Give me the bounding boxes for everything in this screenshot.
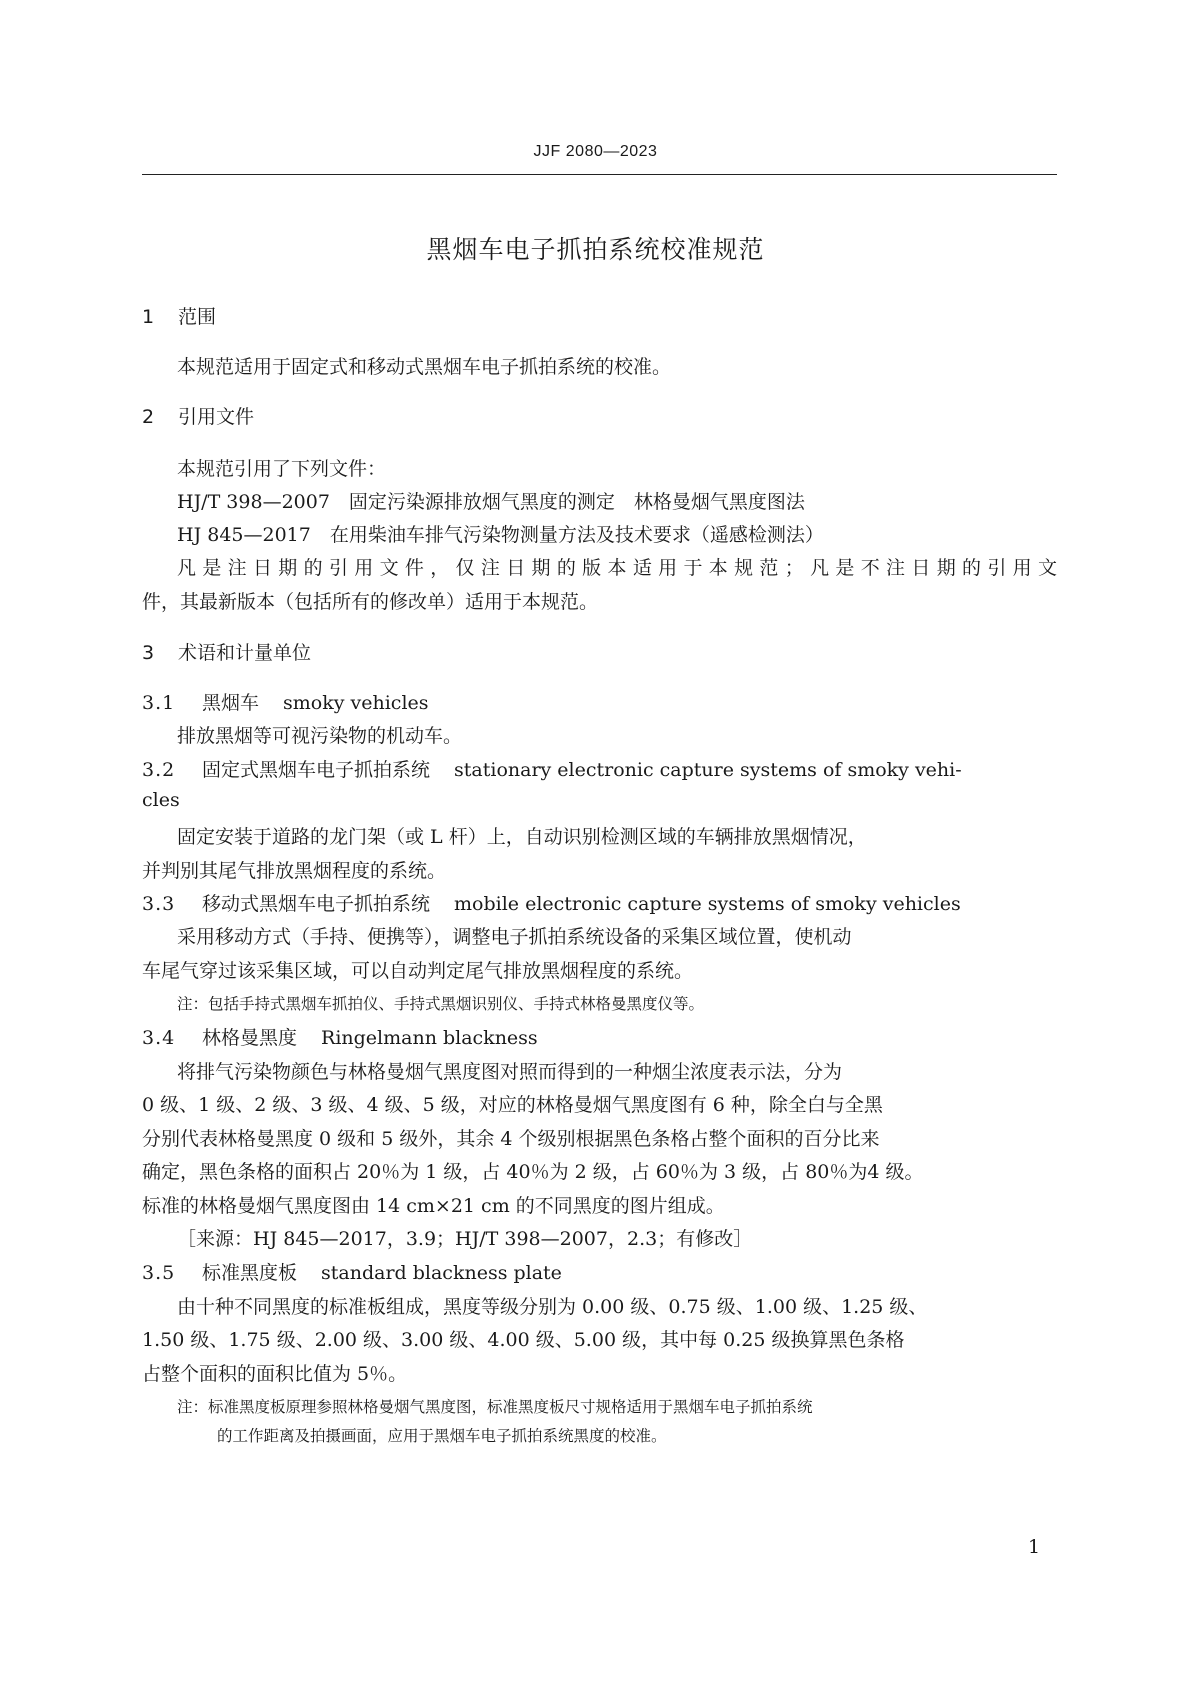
term-chinese: 移动式黑烟车电子抓拍系统 bbox=[202, 893, 431, 915]
paragraph: 本规范适用于固定式和移动式黑烟车电子抓拍系统的校准。 bbox=[177, 356, 672, 378]
term-3-3 bbox=[142, 889, 961, 916]
term-definition-line: 0 级、1 级、2 级、3 级、4 级、5 级，对应的林格曼烟气黑度图有 6 种，除全白与全黑 bbox=[142, 1094, 883, 1116]
term-source: ［来源：HJ 845—2017，3.9；HJ/T 398—2007，2.3；有修改］ bbox=[177, 1228, 753, 1250]
reference-item: HJ/T 398—2007 固定污染源排放烟气黑度的测定 林格曼烟气黑度图法 bbox=[177, 491, 805, 513]
document-code: JJF 2080—2023 bbox=[533, 143, 658, 160]
paragraph: 本规范引用了下列文件： bbox=[177, 458, 387, 480]
section-number: 2 bbox=[142, 406, 155, 428]
term-definition-line: 标准的林格曼烟气黑度图由 14 cm×21 cm 的不同黑度的图片组成。 bbox=[142, 1195, 725, 1217]
section-title: 引用文件 bbox=[178, 406, 255, 428]
term-3-4 bbox=[142, 1023, 538, 1050]
section-heading-3 bbox=[142, 638, 311, 665]
term-3-1 bbox=[142, 688, 429, 715]
term-number: 3.4 bbox=[142, 1027, 176, 1049]
term-definition-line: 车尾气穿过该采集区域，可以自动判定尾气排放黑烟程度的系统。 bbox=[142, 960, 694, 982]
term-english: stationary electronic capture systems of smoky vehi- bbox=[454, 759, 962, 781]
term-number: 3.1 bbox=[142, 692, 176, 714]
term-english: standard blackness plate bbox=[321, 1262, 562, 1284]
term-note-line: 注：标准黑度板原理参照林格曼烟气黑度图，标准黑度板尺寸规格适用于黑烟车电子抓拍系统 bbox=[177, 1398, 813, 1416]
term-definition-line: 固定安装于道路的龙门架（或 L 杆）上，自动识别检测区域的车辆排放黑烟情况， bbox=[177, 826, 867, 848]
term-chinese: 标准黑度板 bbox=[202, 1262, 298, 1284]
term-3-2 bbox=[142, 755, 962, 782]
term-english: Ringelmann blackness bbox=[321, 1027, 538, 1049]
term-3-5 bbox=[142, 1258, 562, 1285]
term-english: mobile electronic capture systems of smoky vehicles bbox=[454, 893, 961, 915]
section-number: 3 bbox=[142, 642, 155, 664]
header-rule bbox=[142, 174, 1057, 175]
term-definition-line: 将排气污染物颜色与林格曼烟气黑度图对照而得到的一种烟尘浓度表示法，分为 bbox=[177, 1061, 843, 1083]
term-number: 3.5 bbox=[142, 1262, 176, 1284]
term-definition-line: 由十种不同黑度的标准板组成，黑度等级分别为 0.00 级、0.75 级、1.00 级、1.25 级、 bbox=[177, 1296, 928, 1318]
term-english-continued: cles bbox=[142, 789, 180, 811]
reference-item: HJ 845—2017 在用柴油车排气污染物测量方法及技术要求（遥感检测法） bbox=[177, 524, 824, 546]
term-number: 3.3 bbox=[142, 893, 176, 915]
section-heading-1 bbox=[142, 302, 216, 329]
document-title: 黑烟车电子抓拍系统校准规范 bbox=[426, 235, 765, 264]
term-definition-line: 分别代表林格曼黑度 0 级和 5 级外，其余 4 个级别根据黑色条格占整个面积的百分比来 bbox=[142, 1128, 880, 1150]
term-chinese: 固定式黑烟车电子抓拍系统 bbox=[202, 759, 431, 781]
term-definition-line: 1.50 级、1.75 级、2.00 级、3.00 级、4.00 级、5.00 级，其中每 0.25 级换算黑色条格 bbox=[142, 1329, 905, 1351]
term-definition-line: 采用移动方式（手持、便携等），调整电子抓拍系统设备的采集区域位置，使机动 bbox=[177, 926, 852, 948]
term-definition-line: 并判别其尾气排放黑烟程度的系统。 bbox=[142, 860, 447, 882]
term-definition: 排放黑烟等可视污染物的机动车。 bbox=[177, 725, 463, 747]
paragraph-line: 件，其最新版本（包括所有的修改单）适用于本规范。 bbox=[142, 591, 599, 613]
section-title: 术语和计量单位 bbox=[178, 642, 312, 664]
term-english: smoky vehicles bbox=[283, 692, 429, 714]
page-number: 1 bbox=[1028, 1536, 1041, 1558]
term-chinese: 林格曼黑度 bbox=[202, 1027, 298, 1049]
section-number: 1 bbox=[142, 306, 155, 328]
term-chinese: 黑烟车 bbox=[202, 692, 260, 714]
term-note-line: 的工作距离及拍摄画面，应用于黑烟车电子抓拍系统黑度的校准。 bbox=[217, 1427, 667, 1445]
paragraph-line: 凡是注日期的引用文件，仅注日期的版本适用于本规范；凡是不注日期的引用文 bbox=[177, 557, 1057, 579]
term-definition-line: 占整个面积的面积比值为 5％。 bbox=[142, 1363, 408, 1385]
section-heading-2 bbox=[142, 402, 254, 429]
section-title: 范围 bbox=[178, 306, 217, 328]
term-note: 注：包括手持式黑烟车抓拍仪、手持式黑烟识别仪、手持式林格曼黑度仪等。 bbox=[177, 995, 705, 1013]
term-number: 3.2 bbox=[142, 759, 176, 781]
term-definition-line: 确定，黑色条格的面积占 20％为 1 级，占 40％为 2 级，占 60％为 3 级，占 80％为4 级。 bbox=[142, 1161, 924, 1183]
